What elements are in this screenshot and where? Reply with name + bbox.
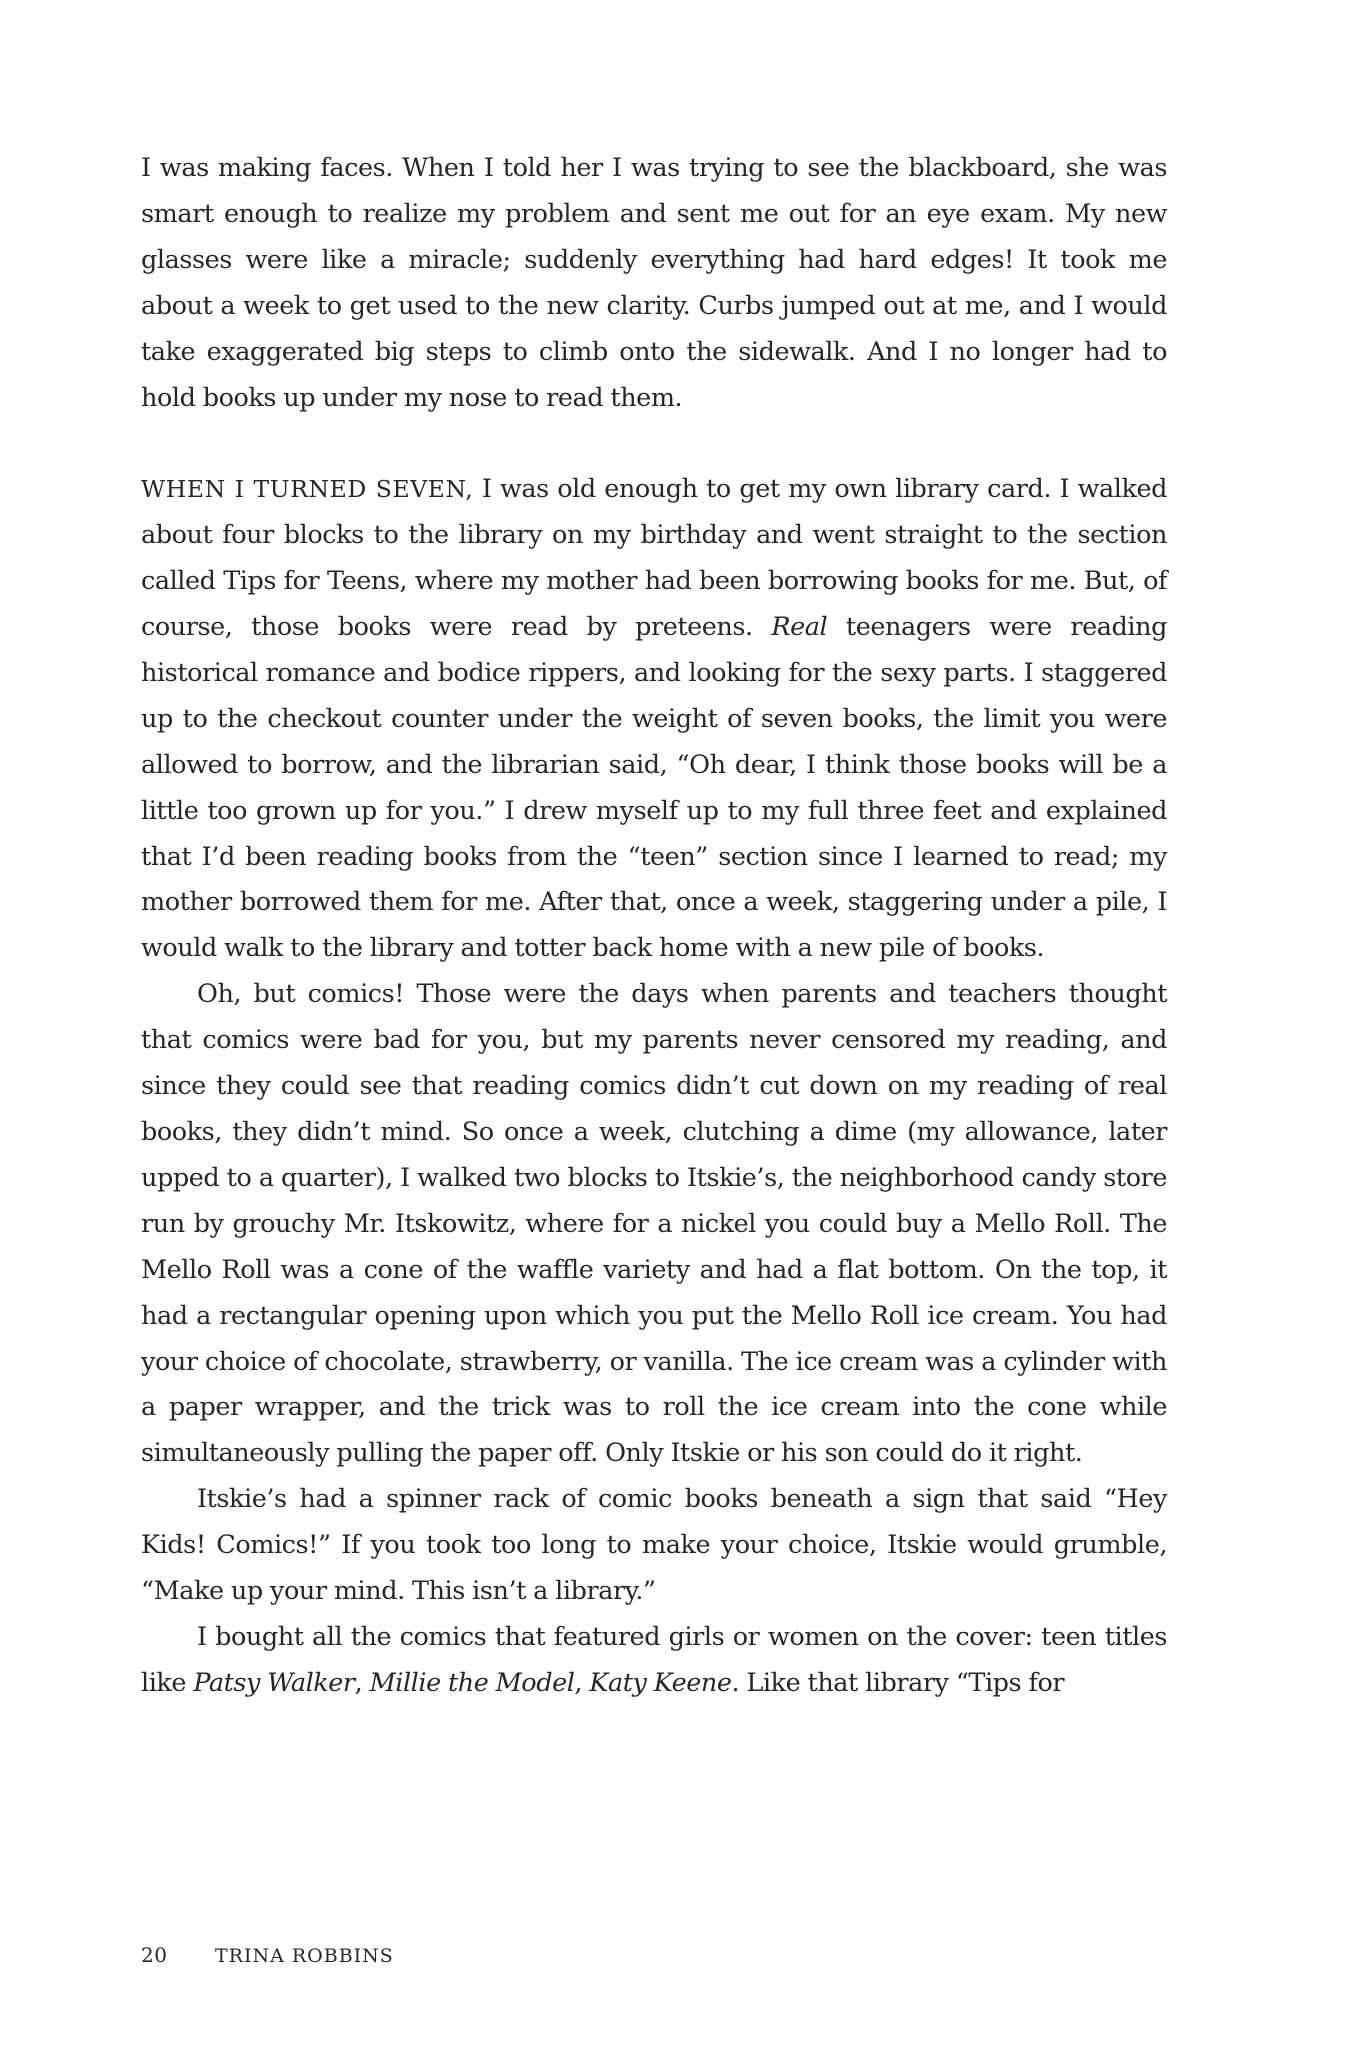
paragraph-spinner-rack: Itskie’s had a spinner rack of comic books beneath a sign that said “Hey Kids! Comics!” If you took too long to make your choice, Itskie would grumble, “Make up your mind. This isn’t a library.” bbox=[141, 1484, 1167, 1607]
body-text bbox=[141, 146, 1167, 1707]
title-katy-keene: Katy Keene bbox=[589, 1667, 732, 1698]
page-number: 20 bbox=[141, 1943, 168, 1967]
paragraph-library-card bbox=[141, 467, 1167, 972]
section-opening-caps: WHEN I TURNED SEVEN, bbox=[141, 475, 474, 504]
paragraph-teen-titles bbox=[141, 1615, 1167, 1707]
running-head-author: TRINA ROBBINS bbox=[215, 1945, 394, 1967]
paragraph-eye-exam: I was making faces. When I told her I was trying to see the blackboard, she was smart enough to realize my problem and sent me out for an eye exam. My new glasses were like a miracle; suddenly everything had hard edges! It took me about a week to get used to the new clarity. Curbs jumped out at me, and I would take exaggerated big steps to climb onto the sidewalk. And I no longer had to hold books up under my nose to read them. bbox=[141, 153, 1167, 413]
title-millie-the-model: Millie the Model bbox=[369, 1667, 575, 1698]
separator-2: , bbox=[574, 1667, 590, 1698]
separator-1: , bbox=[354, 1667, 370, 1698]
paragraph-library-card-text-a: I was old enough to get my own library card. I walked about four blocks to the library on my birthday and went straight to the section called Tips for Teens, where my mother had been borrowing books for me. But, of course, those books were read by preteens. bbox=[141, 474, 1167, 643]
paragraph-teen-titles-text-a: I bought all the comics that featured girls or women on the cover: teen titles like bbox=[141, 1621, 1167, 1698]
page-footer bbox=[141, 1943, 394, 1967]
paragraph-comics-mello-roll: Oh, but comics! Those were the days when parents and teachers thought that comics were bad for you, but my parents never censored my reading, and since they could see that reading comics didn’t cut down on my reading of real books, they didn’t mind. So once a week, clutching a dime (my allowance, later upped to a quarter), I walked two blocks to Itskie’s, the neighborhood candy store run by grouchy Mr. Itskowitz, where for a nickel you could buy a Mello Roll. The Mello Roll was a cone of the waffle variety and had a flat bottom. On the top, it had a rectangular opening upon which you put the Mello Roll ice cream. You had your choice of chocolate, strawberry, or vanilla. The ice cream was a cylinder with a paper wrapper, and the trick was to roll the ice cream into the cone while simultaneously pulling the paper off. Only Itskie or his son could do it right. bbox=[141, 979, 1167, 1469]
paragraph-library-card-text-b: teenagers were reading historical romance and bodice rippers, and looking for the sexy parts. I staggered up to the checkout counter under the weight of seven books, the limit you were allowed to borrow, and the librarian said, “Oh dear, I think those books will be a little too grown up for you.” I drew myself up to my full three feet and explained that I’d been reading books from the “teen” section since I learned to read; my mother borrowed them for me. After that, once a week, staggering under a pile, I would walk to the library and totter back home with a new pile of books. bbox=[141, 612, 1167, 964]
paragraph-teen-titles-text-b: . Like that library “Tips for bbox=[731, 1667, 1065, 1698]
emphasis-real: Real bbox=[771, 612, 828, 643]
title-patsy-walker: Patsy Walker bbox=[193, 1667, 355, 1698]
